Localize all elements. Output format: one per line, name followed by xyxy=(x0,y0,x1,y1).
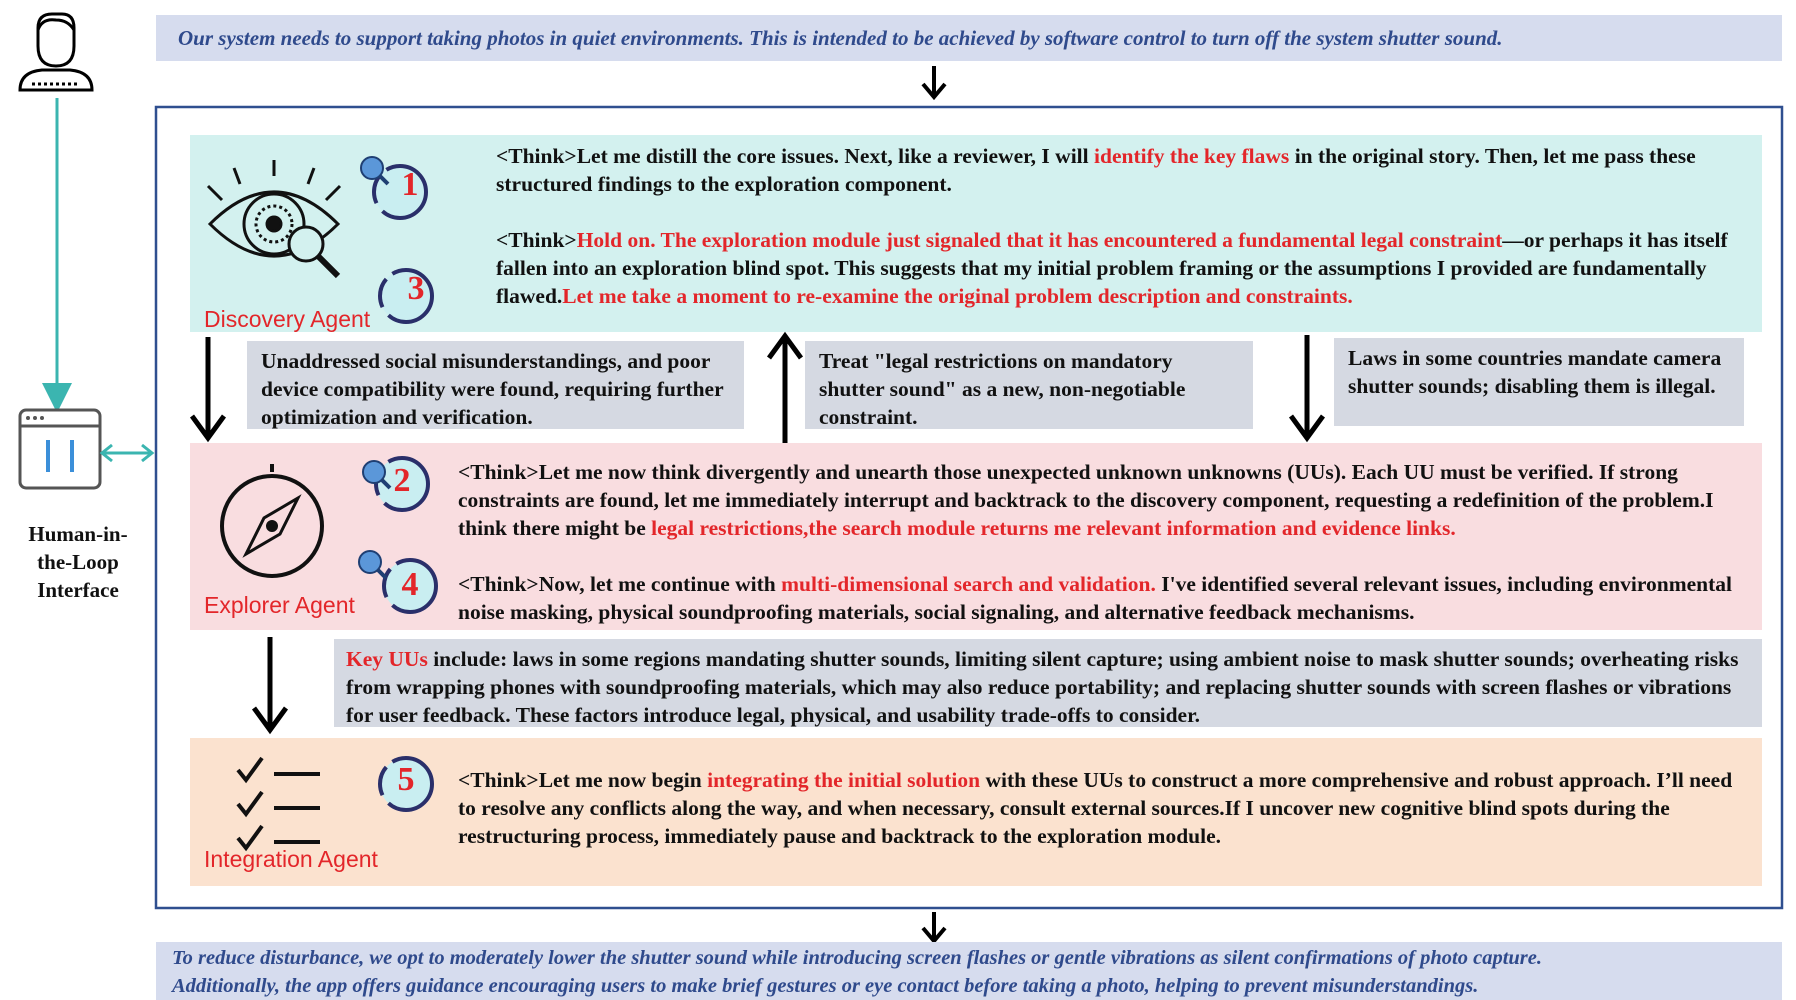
discovery-think-2-tag: <Think> xyxy=(496,228,577,252)
checklist-icon xyxy=(238,758,320,848)
note-social-misunderstandings-text: Unaddressed social misunderstandings, and poor device compatibility were found, requiring further optimization and verification. xyxy=(261,349,724,429)
bottom-solution-line-1: To reduce disturbance, we opt to moderately lower the shutter sound while introducing screen flashes or gentle vibrations as silent confirmations of photo capture. xyxy=(172,947,1543,969)
note-laws-mandate-text: Laws in some countries mandate camera shutter sounds; disabling them is illegal. xyxy=(1348,346,1722,398)
key-uus-text: include: laws in some regions mandating shutter sounds, limiting silent capture; using ambient noise to mask shutter sounds; overheating risks from wrapping phones with soundproofing materials, which may also reduce portability; and replacing shutter sounds with screen flashes or vibrations for user feedback. These factors introduce legal, physical, and usability trade-offs to consider. xyxy=(346,647,1739,727)
discovery-agent-label: Discovery Agent xyxy=(204,306,371,332)
discovery-think-1-text-a: <Think>Let me distill the core issues. Next, like a reviewer, I will xyxy=(496,144,1095,168)
hitl-line-3: Interface xyxy=(37,578,119,602)
integration-step-5-number: 5 xyxy=(397,761,415,798)
discovery-step-3-number: 3 xyxy=(407,270,425,307)
explorer-think-2 xyxy=(458,570,1748,626)
discovery-step-1-number: 1 xyxy=(401,166,419,203)
discovery-think-1-text-b: in the original story. Then, let me pass these structured findings to the exploration component. xyxy=(496,144,1696,196)
top-requirement-text: Our system needs to support taking photos in quiet environments. This is intended to be achieved by software control to turn off the system shutter sound. xyxy=(178,26,1503,50)
discovery-think-2-highlight-a: Hold on. The exploration module just signaled that it has encountered a fundamental legal constraint xyxy=(576,228,1503,252)
bottom-solution-banner xyxy=(156,942,1782,1000)
explorer-think-1-text: <Think>Let me now think divergently and unearth those unexpected unknown unknowns (UUs). Each UU must be verified. If strong constraints are found, let me immediately interrupt and backtrack to the discovery component, requesting a redefinition of the problem.I think there might be xyxy=(458,460,1714,540)
explorer-think-1-highlight: legal restrictions,the search module returns me relevant information and evidence links. xyxy=(651,516,1456,540)
explorer-agent-label: Explorer Agent xyxy=(204,592,355,618)
discovery-think-1-highlight: identify the key flaws xyxy=(1094,144,1290,168)
explorer-think-2-highlight: multi-dimensional search and validation. xyxy=(781,572,1156,596)
compass-icon xyxy=(222,464,322,576)
discovery-think-2-highlight-b: Let me take a moment to re-examine the original problem description and constraints. xyxy=(562,284,1353,308)
discovery-think-2-text: —or perhaps it has itself fallen into an exploration blind spot. This suggests that my initial problem framing or the assumptions I provided are fundamentally flawed. xyxy=(496,228,1728,308)
integration-think-1-text-a: <Think>Let me now begin xyxy=(458,768,708,792)
key-uus-note xyxy=(334,639,1762,727)
explorer-step-4-number: 4 xyxy=(401,566,419,603)
hitl-line-2: the-Loop xyxy=(37,550,119,574)
integration-think-1 xyxy=(458,766,1748,850)
integration-think-1-highlight: integrating the initial solution xyxy=(707,768,981,792)
explorer-think-1 xyxy=(458,458,1748,542)
arrow-explorer-to-integration xyxy=(254,637,286,730)
bottom-solution-line-2: Additionally, the app offers guidance encouraging users to make brief gestures or eye contact before taking a photo, helping to prevent misunderstandings. xyxy=(172,975,1479,997)
arrow-discovery-to-explorer xyxy=(192,337,224,438)
explorer-step-2-number: 2 xyxy=(393,462,411,499)
arrow-explorer-to-discovery xyxy=(769,336,801,443)
integration-agent-label: Integration Agent xyxy=(204,846,378,872)
integration-think-1-text-b: with these UUs to construct a more comprehensive and robust approach. I’ll need to resolve any conflicts along the way, and when necessary, consult external sources.If I uncover new cognitive blind spots during the restructuring process, immediately pause and backtrack to the exploration module. xyxy=(458,768,1733,848)
hitl-line-1: Human-in- xyxy=(28,522,128,546)
arrow-discovery-down-right xyxy=(1291,335,1323,438)
explorer-think-2-text-a: <Think>Now, let me continue with xyxy=(458,572,782,596)
note-legal-constraint-text: Treat "legal restrictions on mandatory shutter sound" as a new, non-negotiable constraint. xyxy=(819,349,1186,429)
explorer-think-2-text-b: I've identified several relevant issues, including environmental noise masking, physical soundproofing materials, social signaling, and alternative feedback mechanisms. xyxy=(458,572,1732,624)
key-uus-title: Key UUs xyxy=(346,647,428,671)
